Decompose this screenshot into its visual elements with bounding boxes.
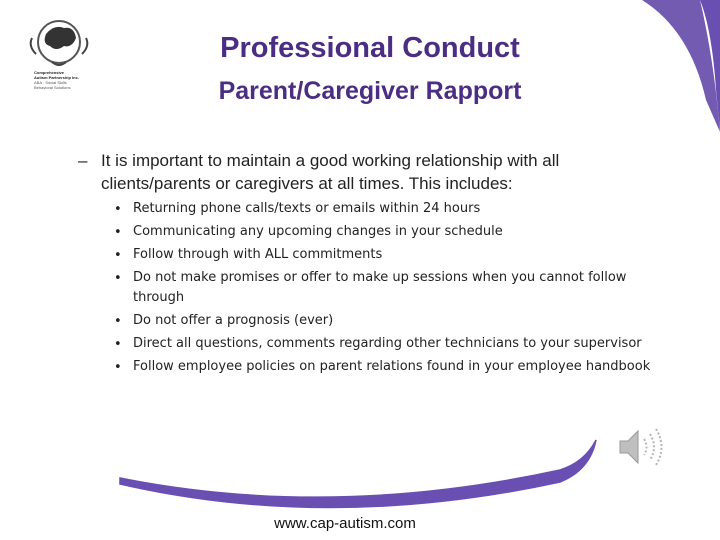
bullet-list <box>110 198 670 379</box>
bullet-dot: • <box>114 225 122 240</box>
puzzle-head-logo-icon <box>16 16 102 76</box>
list-item <box>110 244 670 267</box>
list-item <box>110 267 670 310</box>
list-item <box>110 198 670 221</box>
top-right-swoosh-inner <box>642 0 720 132</box>
slide-title: Professional Conduct <box>220 32 520 64</box>
audio-button[interactable] <box>614 423 670 471</box>
bullet-dot: • <box>114 248 122 263</box>
list-item-text: Follow through with ALL commitments <box>133 247 383 262</box>
bottom-swoosh <box>120 440 596 508</box>
bullet-dot: • <box>114 337 122 352</box>
bullet-dot: • <box>114 314 122 329</box>
logo-line-4: Behavioral Solutions <box>34 85 71 90</box>
speaker-icon <box>614 423 670 471</box>
logo-line-3: ABA · Social Skills <box>34 80 67 85</box>
logo-text <box>34 70 104 90</box>
bullet-dot: • <box>114 360 122 375</box>
list-item <box>110 333 670 356</box>
list-item-text: Returning phone calls/texts or emails within 24 hours <box>133 201 481 216</box>
logo-line-1: Comprehensive <box>34 70 65 75</box>
list-item-text: Do not offer a prognosis (ever) <box>133 313 334 328</box>
intro-dash: – <box>78 151 88 170</box>
bullet-dot: • <box>114 271 122 286</box>
top-right-swoosh <box>640 0 720 130</box>
slide-subtitle: Parent/Caregiver Rapport <box>218 77 522 105</box>
bullet-dot: • <box>114 202 122 217</box>
list-item <box>110 356 670 379</box>
logo-line-2: Autism Partnership Inc. <box>34 75 79 80</box>
footer-url: www.cap-autism.com <box>274 515 416 532</box>
list-item <box>110 310 670 333</box>
intro-paragraph: It is important to maintain a good working relationship with all clients/parents or caregivers at all times. This includes: <box>101 151 560 193</box>
list-item-text: Do not make promises or offer to make up sessions when you cannot follow through <box>133 270 627 305</box>
list-item <box>110 221 670 244</box>
list-item-text: Follow employee policies on parent relations found in your employee handbook <box>133 359 651 374</box>
list-item-text: Direct all questions, comments regarding other technicians to your supervisor <box>133 336 642 351</box>
list-item-text: Communicating any upcoming changes in your schedule <box>133 224 503 239</box>
